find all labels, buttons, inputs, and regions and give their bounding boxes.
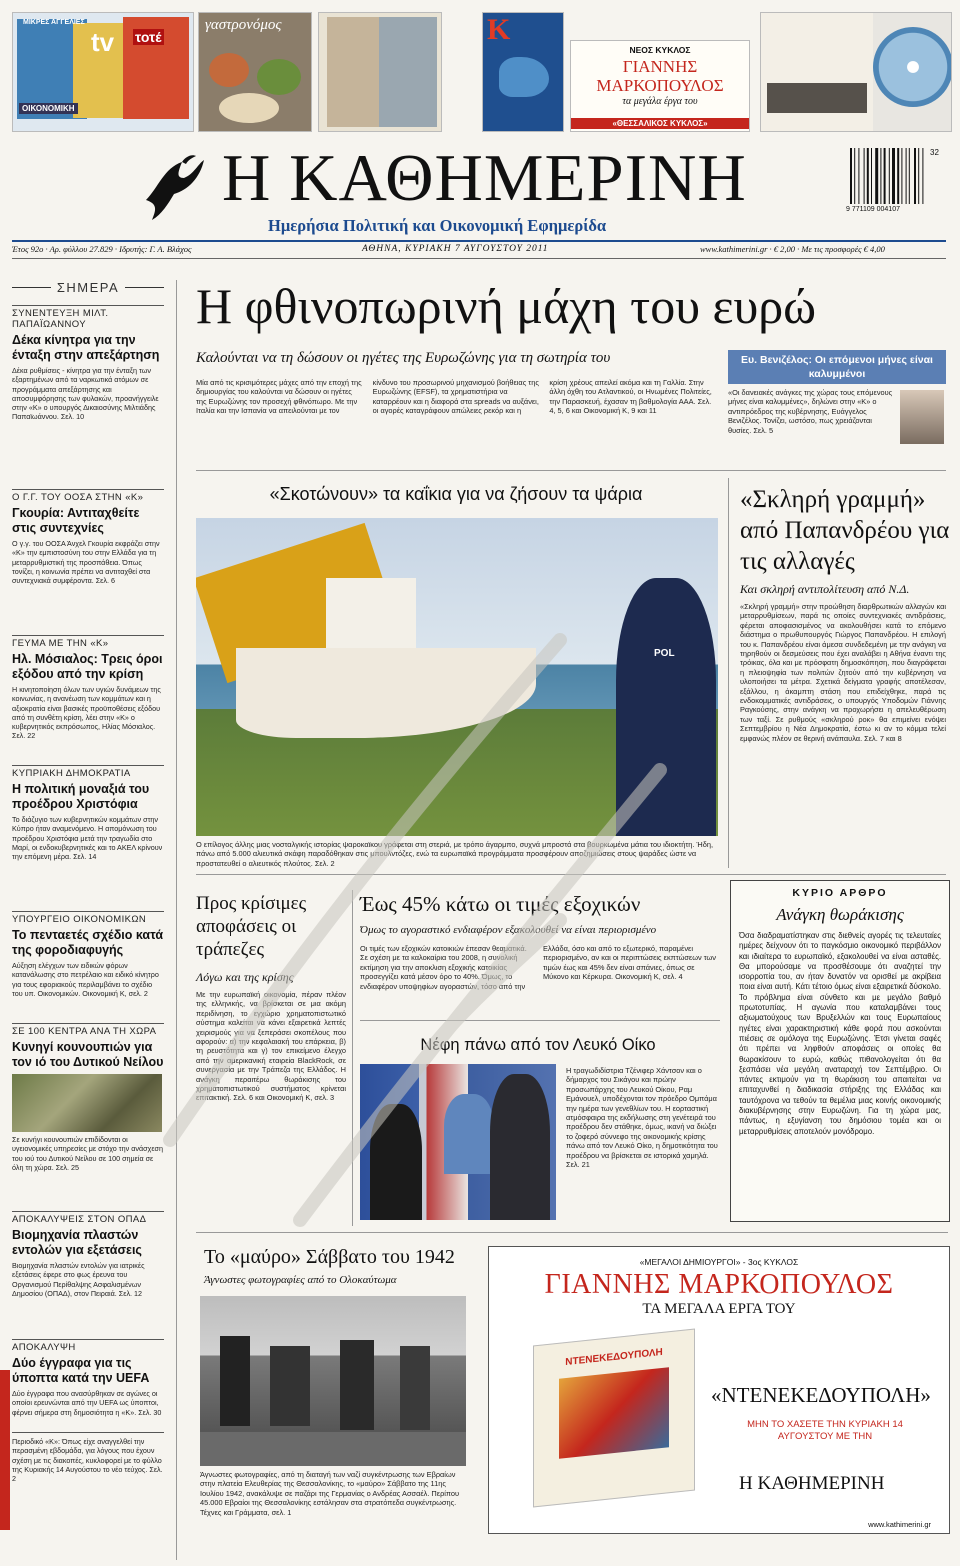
sidebar-item-body: Δύο έγγραφα που ανασύρθηκαν σε αγώνες οι οποίοι ερευνώνται από την UEFA ως ύποπτοι, φέρνει σήμερα στη δημοσιότητα η «Κ». Σελ. 30	[12, 1389, 162, 1417]
promo-k-magazine[interactable]	[318, 12, 442, 132]
ad-cd-title: ΝΤΕΝΕΚΕΔΟΥΠΟΛΗ	[565, 1346, 663, 1369]
promo-mag2-label: ΟΙΚΟΝΟΜΙΚΗ	[19, 103, 78, 114]
holocaust-photo	[200, 1296, 466, 1466]
sidebar-item-title: Κυνηγί κουνουπιών για τον ιό του Δυτικού Νείλου	[12, 1040, 164, 1069]
holocaust-deck: Άγνωστες φωτογραφίες από το Ολοκαύτωμα	[204, 1274, 397, 1286]
whitehouse-body: Η τραγωδιδίστρια Τζένιφερ Χάντσον και ο δήμαρχος του Σικάγου και πρώην προσωπάρχης του Λευκού Οίκου, Ραμ Εμάνουελ, υποδέχονται τον πρόεδρο Ομπάμα την ημέρα των γενεθλίων του. Η εορταστική ατμόσφαιρα της εκδήλωσης στη γενέτειρά του προέδρου δεν στάθηκε, όμως, ικανή να διώξει το ζοφερό σύννεφο της οικονομικής κρίσης πάνω από τον Λευκό Οίκο, η δημοτικότητα του προέδρου να βρίσκεται σε ιστορικά χαμηλά. Σελ. 21	[566, 1066, 718, 1170]
sidebar-item[interactable]	[12, 911, 164, 1023]
barcode	[848, 148, 940, 206]
promo-album-band: «ΘΕΣΣΑΛΙΚΟΣ ΚΥΚΛΟΣ»	[571, 118, 749, 129]
barcode-number: 9 771109 004107	[846, 206, 900, 213]
sidebar-item-title: Βιομηχανία πλαστών εντολών για εξετάσεις	[12, 1228, 142, 1257]
sidebar	[12, 280, 164, 1560]
masthead-bird-logo	[138, 148, 208, 224]
masthead-date: ΑΘΗΝΑ, ΚΥΡΙΑΚΗ 7 ΑΥΓΟΥΣΤΟΥ 2011	[362, 244, 549, 254]
prices-body: Οι τιμές των εξοχικών κατοικιών έπεσαν θεαματικά. Σε σχέση με τα καλοκαίρια του 2008, η συνολική εκτίμηση για την αποκλιση εξοχικής κατοικίας προσεγγίζει κατά μέσον όρο το 40%. Όμως, το ενδιαφέρον υποψηφίων αγοραστών, τόσο από την Ελλάδα, όσο και από το εξωτερικό, παραμένει περιορισμένο, αν και οι περιπτώσεις εκπτώσεων των τιμών έως και 45% δεν είναι σπάνιες, όπως σε Μύκονο και Κέρκυρα. Οικονομική Κ, σελ. 4	[360, 944, 716, 991]
barcode-bar	[918, 148, 919, 204]
sidebar-item-body: Ο γ.γ. του ΟΟΣΑ Άνχελ Γκουρία εκφράζει στην «Κ» την εμπιστοσύνη του στην Ελλάδα για τη μεταρρυθμιστική της προσπάθεια. Όπως τονίζει, η κοινωνία πρέπει να αντιταχθεί στα συντεχνιακά συμφέροντα. Σελ. 6	[12, 539, 160, 586]
ad-cta: ΜΗΝ ΤΟ ΧΑΣΕΤΕ ΤΗΝ ΚΥΡΙΑΚΗ 14 ΑΥΓΟΥΣΤΟΥ ΜΕ ΤΗΝ	[747, 1419, 903, 1442]
banks-headline[interactable]: Προς κρίσιμες αποφάσεις οι τράπεζες	[196, 893, 307, 960]
sidebar-item-title: Η πολιτική μοναξιά του προέδρου Χριστόφια	[12, 782, 150, 811]
barcode-bar	[875, 148, 878, 204]
cd-disc-icon	[873, 27, 952, 107]
barcode-bar	[867, 148, 869, 204]
barcode-bar	[850, 148, 852, 204]
barcode-bar	[897, 148, 899, 204]
sidebar-item-section: ΣΥΝΕΝΤΕΥΞΗ ΜΙΛΤ. ΠΑΠΑΪΩΑΝΝΟΥ	[12, 305, 164, 330]
issue-code: 32	[930, 148, 939, 157]
barcode-bar	[871, 148, 872, 204]
venizelos-body: «Οι δανειακές ανάγκες της χώρας τους επόμενους μήνες είναι καλυμμένες», δηλώνει στην «Κ» ο αντιπρόεδρος της κυβέρνησης, Ευάγγελος Βενιζέλος. Τονίζει, ωστόσο, πως χρειάζονται θυσίες. Σελ. 5	[728, 388, 893, 435]
barcode-bar	[854, 148, 855, 204]
prices-deck: Όμως το αγοραστικό ενδιαφέρον εξακολουθεί να είναι περιορισμένο	[360, 924, 657, 936]
lead-deck: Καλούνται να τη δώσουν οι ηγέτες της Ευρωζώνης για τη σωτηρία του	[196, 350, 611, 366]
promo-k-cover[interactable]	[482, 12, 564, 132]
barcode-bar	[906, 148, 907, 204]
barcode-bar	[909, 148, 910, 204]
masthead-meta-left: Έτος 92ο · Αρ. φύλλου 27.829 · Ιδρυτής: Γ. Α. Βλάχος	[12, 244, 192, 254]
whitehouse-headline[interactable]: Νέφη πάνω από τον Λευκό Οίκο	[420, 1036, 656, 1054]
ad-album: «ΝΤΕΝΕΚΕΔΟΥΠΟΛΗ»	[711, 1383, 931, 1407]
markopoulos-ad[interactable]	[488, 1246, 950, 1534]
sidebar-item-body: Αύξηση ελέγχων των ειδικών φόρων κατανάλωσης στο πετρέλαιο και ειδικό κίνητρο για τους εφοριακούς περιλαμβάνει το σχέδιο του υπ. Οικονομικών. Οικονομική Κ, σελ. 2	[12, 961, 159, 998]
banks-deck: Λόγω και της κρίσης	[196, 970, 294, 984]
edge-label	[0, 1370, 10, 1530]
barcode-bar	[858, 148, 859, 204]
boats-headline[interactable]: «Σκοτώνουν» τα καΐκια για να ζήσουν τα ψάρια	[269, 484, 643, 504]
papandreou-headline[interactable]: «Σκληρή γραμμή» από Παπανδρέου για τις αλλαγές	[740, 486, 950, 575]
promo-tv[interactable]	[12, 12, 194, 132]
sidebar-item[interactable]	[12, 765, 164, 911]
holocaust-caption: Άγνωστες φωτογραφίες, από τη διαταγή των ναζί συγκέντρωσης των Εβραίων στην πλατεία Ελευθερίας της Θεσσαλονίκης, το «μαύρο» Σάββατο της 11ης Ιουλίου 1942, ανακάλυψε σε παζάρι της Γερμανίας ο Ανδρέας Ασσαέλ. Περίπου 45.000 Εβραίοι της Θεσσαλονίκης εστάλησαν στα στρατόπεδα συγκέντρωσης. Τέχνες και Γράμματα, σελ. 1	[200, 1470, 460, 1517]
obama-photo	[360, 1064, 556, 1220]
sidebar-item[interactable]	[12, 305, 164, 489]
barcode-bar	[884, 148, 886, 204]
sidebar-item-section: ΚΥΠΡΙΑΚΗ ΔΗΜΟΚΡΑΤΙΑ	[12, 765, 164, 779]
masthead-title: Η ΚΑΘΗΜΕΡΙΝΗ	[222, 141, 747, 215]
sidebar-item-title: Δέκα κίνητρα για την ένταξη στην απεξάρτηση	[12, 333, 160, 362]
promo-album[interactable]	[570, 40, 750, 132]
editorial-box[interactable]	[730, 880, 950, 1222]
barcode-bar	[892, 148, 895, 204]
ad-brand: Η ΚΑΘΗΜΕΡΙΝΗ	[739, 1473, 885, 1494]
promo-tv-badge: τοτέ	[135, 29, 162, 45]
promo-tv-title: tv	[91, 27, 115, 57]
venizelos-box[interactable]	[728, 350, 946, 462]
holocaust-headline[interactable]: Το «μαύρο» Σάββατο του 1942	[204, 1246, 455, 1268]
barcode-bar	[880, 148, 881, 204]
sidebar-item-section: ΓΕΥΜΑ ΜΕ ΤΗΝ «Κ»	[12, 635, 164, 649]
papandreou-deck: Και σκληρή αντιπολίτευση από Ν.Δ.	[740, 582, 910, 596]
ad-cd-package	[533, 1328, 695, 1507]
sidebar-k-promo[interactable]: Περιοδικό «Κ»: Όπως είχε αναγγελθεί την περασμένη εβδομάδα, για λόγους που έχουν σχέση με τις διακοπές, κυκλοφορεί με το φύλλο της Κυριακής 14 Αυγούστου το νέο τεύχος. Σελ. 2	[12, 1432, 164, 1483]
promo-k-letter: K	[487, 13, 511, 46]
sidebar-header	[12, 280, 164, 295]
sidebar-item[interactable]	[12, 1211, 164, 1339]
promo-cd[interactable]	[760, 12, 952, 132]
sidebar-item[interactable]	[12, 489, 164, 635]
sidebar-item-body: Δέκα ρυθμίσεις - κίνητρα για την ένταξη των εξαρτημένων από τα ναρκωτικά ατόμων σε προγράμματα απεξάρτησης και αποσυμφόρησης των φυλακών, προανήγγειλε στην «Κ» ο υπουργός Δικαιοσύνης Μιλτιάδης Παπαϊωάννου. Σελ. 10	[12, 366, 159, 422]
masthead-meta-right: www.kathimerini.gr · € 2,00 · Με τις προσφορές € 4,00	[700, 244, 885, 254]
sidebar-item-body: Η κινητοποίηση όλων των υγιών δυνάμεων της κοινωνίας, η ανανέωση των κομμάτων και η αξιοκρατία είναι βασικές προϋποθέσεις εξόδου από τη συνθέτη κρίση, λέει στην «Κ» ο κυβερνητικός εκπρόσωπος, Ηλίας Μόσιαλος. Σελ. 22	[12, 685, 161, 741]
ad-series: «ΜΕΓΑΛΟΙ ΔΗΜΙΟΥΡΓΟΙ» - 3ος ΚΥΚΛΟΣ	[639, 1257, 799, 1267]
sidebar-item-title: Το πενταετές σχέδιο κατά της φοροδιαφυγής	[12, 928, 164, 957]
banks-body: Με την ευρωπαϊκή οικονομία, πέραν πλέον της ελληνικής, να βρίσκεται σε μια ακόμη περιδίνηση, το εγχώριο χρηματοπιστωτικό σύστημα καλείται να κάνει εξαιρετικά λεπτές χειρισμούς για να ξεπεράσει σκοπέλους που αφορούν: α) την κεφαλαιακή του επάρκεια, β) τη ρευστότητα και γ) τον επικείμενο έλεγχο από την αμερικανική εταιρεία BlackRock, σε συνεργασία με την Τράπεζα της Ελλάδος. Η ανάγκη περαιτέρω θωράκισης του χρηματοπιστωτικού συστήματος κρίνεται επιτακτική. Σελ. 6 και Οικονομική Κ, σελ. 3	[196, 990, 346, 1103]
sidebar-item-section: ΑΠΟΚΑΛΥΨΕΙΣ ΣΤΟΝ ΟΠΑΔ	[12, 1211, 164, 1225]
promo-album-series: ΝΕΟΣ ΚΥΚΛΟΣ	[629, 45, 691, 55]
boats-caption: Ο επίλογος άλλης μιας νοσταλγικής ιστορίας ψαροκαϊκου γράφεται στη στεριά, με τρόπο άγαρμπο, συχνά μπροστά στα βουρκωμένα μάτια του ιδιοκτήτη. Ήδη, πάνω από 5.000 αλιευτικά σκάφη παραδόθηκαν στις μπουλντόζες, ενώ τα ευρωπαϊκά προγράμματα προσφέρουν αποζημιώσεις στους ψαράδες ώστε να προστατευθεί ο αλιευτικός πλούτος. Σελ. 2	[196, 840, 713, 868]
promo-gastronomos[interactable]	[198, 12, 312, 132]
mosquito-photo	[12, 1074, 162, 1132]
masthead-rule	[12, 240, 946, 242]
editorial-headline: Ανάγκη θωράκισης	[776, 905, 904, 924]
barcode-bar	[901, 148, 902, 204]
sidebar-item[interactable]	[12, 1339, 164, 1429]
venizelos-photo	[900, 390, 944, 444]
masthead-subtitle: Ημερήσια Πολιτική και Οικονομική Εφημερίδα	[268, 216, 607, 235]
promo-mag1-label: ΜΙΚΡΕΣ ΑΓΓΕΛΙΕΣ	[23, 19, 85, 26]
barcode-bar	[889, 148, 890, 204]
lead-body: Μία από τις κρισιμότερες μάχες από την εποχή της δημιουργίας του καλούνται να δώσουν οι ηγέτες της Ευρωζώνης τον προσεχή φθινόπωρο. Με την Ιταλία και την Ισπανία να απειλούνται με τον κίνδυνο του προσωρινού μηχανισμού βοήθειας της Ευρωζώνης (EFSF), τα χρηματιστήρια να καταρρέουν και η διαφορά στα spreads να αυξάνει, οι αγορές καταγράφουν απώλειες ρεκόρ και η κρίση χρέους απειλεί ακόμα και τη Γαλλία. Στην άλλη όχθη του Ατλαντικού, οι Ηνωμένες Πολιτείες, την Παρασκευή, έχασαν τη βαθμολογία ΑΑΑ. Σελ. 4, 5, 6 και Οικονομική Κ, 9 και 11	[196, 378, 712, 416]
sidebar-item-body: Βιομηχανία πλαστών εντολών για ιατρικές εξετάσεις έφερε στο φως έρευνα του Οργανισμού Περίθαλψης Ασφαλισμένων Δημοσίου (ΟΠΑΔ), στον Πειραιά. Σελ. 12	[12, 1261, 145, 1298]
editorial-body: Όσα διαδραματίστηκαν στις διεθνείς αγορές τις τελευταίες ημέρες δείχνουν ότι το παγκόσμιο οικονομικό περιβάλλον και ιδιαίτερα το ευρωπαϊκό, εξακολουθεί να είναι ασταθές. Θα μπορούσαμε να προσθέσουμε ότι αναζητεί την ισορροπία του, αν ήταν δυνατόν να ορισθεί με ακρίβεια ποια είναι αυτή. Κάτι τέτοιο όμως είναι εξαιρετικά δύσκολο. Το πρόβλημα είναι σύνθετο και με μεγάλο βαθμό πρωτοτυπίας. Η αγωνία που καταλαμβάνει τους αξιωματούχους των Βρυξελλών και τους Ευρωπαίους ηγέτες είναι χαρακτηριστική κάθε φορά που ασκούνται πιέσεις σε ομόλογα της Ευρωζώνης. Έτσι γίνεται σαφές ότι πρέπει να ληφθούν αποφάσεις οι οποίες θα θωρακίσουν το ευρώ, καθώς πιθανολογείται ότι θα ξεσπάσει νέα μεγάλη αναταραχή τον Σεπτέμβριο. Οι πάντες εκτιμούν για τη θωράκιση του απαιτείται να επιταχυνθεί η διαδικασία στήριξης της Ελλάδας και ταυτόχρονα να τεθούν τα θεμέλια μιας κοινής οικονομικής διακυβέρνησης στην Ευρωζώνη. Για τη χώρα μας, πάντως, η εξυγίανση του δημόσιου τομέα και οι μεταρρυθμίσεις αποτελούν μονόδρομο.	[739, 931, 941, 1136]
lead-headline[interactable]: Η φθινοπωρινή μάχη του ευρώ	[196, 278, 817, 334]
sidebar-item-section: ΣΕ 100 ΚΕΝΤΡΑ ΑΝΑ ΤΗ ΧΩΡΑ	[12, 1023, 164, 1037]
sidebar-item[interactable]	[12, 635, 164, 765]
sidebar-item-body: Σε κυνήγι κουνουπιών επιδίδονται οι υγειονομικές υπηρεσίες με στόχο την ανάσχεση του ιού του Δυτικού Νείλου σε 100 σημεία σε όλη τη χώρα. Σελ. 25	[12, 1135, 163, 1172]
sidebar-item-section: ΥΠΟΥΡΓΕΙΟ ΟΙΚΟΝΟΜΙΚΩΝ	[12, 911, 164, 925]
barcode-bar	[922, 148, 923, 204]
sidebar-item-title: Δύο έγγραφα για τις ύποπτα κατά την UEFA	[12, 1356, 150, 1385]
sidebar-item-title: Ηλ. Μόσιαλος: Τρεις όροι εξόδου από την κρίση	[12, 652, 163, 681]
promo-album-name: ΓΙΑΝΝΗΣ ΜΑΡΚΟΠΟΥΛΟΣ	[596, 57, 724, 95]
barcode-bar	[864, 148, 865, 204]
papandreou-body: «Σκληρή γραμμή» στην προώθηση διαρθρωτικών αλλαγών και μεταρρυθμίσεων, παρά τις οποίες συντεχνιακές αντιδράσεις, φέρεται αποφασισμένος να ακολουθήσει κατά το επόμενο διάστημα ο πρωθυπουργός Γιώργος Παπανδρέου. Η επιλογή του κ. Παπανδρέου είναι άμεσα συνδεδεμένη με την ανάγκη να τηρηθούν οι δεσμεύσεις που έχει αναλάβει η Αθήνα έναντι της τρόικας, όλα και με πρόσφατη δημοσκόπηση, που διαγράφεται η πλειοψηφία των πολιτών ζητούν από την κυβέρνηση να υλοποιήσει τα μέτρα. Σχετικά δείγματα γραφής αποτέλεσαν, εξάλλου, η άκαμπτη στάση που επιδείχθηκε, παρά τις ενδοκομματικές αντιδράσεις, ο υπουργός Υποδομών Γιάννης Ραγκούσης, στην ανάγκη να προχωρήσει η απελευθέρωση των ταξί. Σε ρυθμούς «σκληρού ροκ» θα επιμείνει ενόψει Σεπτεμβρίου η Νέα Δημοκρατία, έστω κι αν το κόμμα τελεί εμφανώς πλέον σε θερινή ανάπαυλα. Σελ. 7 και 8	[740, 602, 946, 743]
venizelos-header: Ευ. Βενιζέλος: Οι επόμενοι μήνες είναι καλυμμένοι	[728, 350, 946, 384]
sidebar-item-body: Το διάζυγιο των κυβερνητικών κομμάτων στην Κύπρο ήταν αναμενόμενο. Η απομόνωση του προέδρου Χριστόφια μετά την τραγωδία στο Μαρί, οι ενδοκυβερνητικές και το ΑΚΕΛ κρίνουν την επόμενη μέρα. Σελ. 14	[12, 815, 163, 862]
sidebar-item[interactable]	[12, 1023, 164, 1211]
sidebar-item-section: Ο Γ.Γ. ΤΟΥ ΟΟΣΑ ΣΤΗΝ «Κ»	[12, 489, 164, 503]
sidebar-item-section: ΑΠΟΚΑΛΥΨΗ	[12, 1339, 164, 1353]
ad-name: ΓΙΑΝΝΗΣ ΜΑΡΚΟΠΟΥΛΟΣ	[544, 1269, 894, 1300]
editorial-label: ΚΥΡΙΟ ΑΡΘΡΟ	[792, 887, 888, 899]
promo-album-sub: τα μεγάλα έργα του	[622, 96, 698, 107]
promo-gastronomos-title: γαστρονόμος	[205, 17, 282, 33]
sidebar-header-label: ΣΗΜΕΡΑ	[56, 280, 120, 295]
sidebar-item-title: Γκουρία: Αντιταχθείτε στις συντεχνίες	[12, 506, 140, 535]
barcode-bar	[914, 148, 916, 204]
boats-photo: POL	[196, 518, 718, 836]
ad-url: www.kathimerini.gr	[868, 1520, 931, 1529]
ad-sub: ΤΑ ΜΕΓΑΛΑ ΕΡΓΑ ΤΟΥ	[642, 1301, 796, 1317]
prices-headline[interactable]: Έως 45% κάτω οι τιμές εξοχικών	[360, 892, 641, 916]
